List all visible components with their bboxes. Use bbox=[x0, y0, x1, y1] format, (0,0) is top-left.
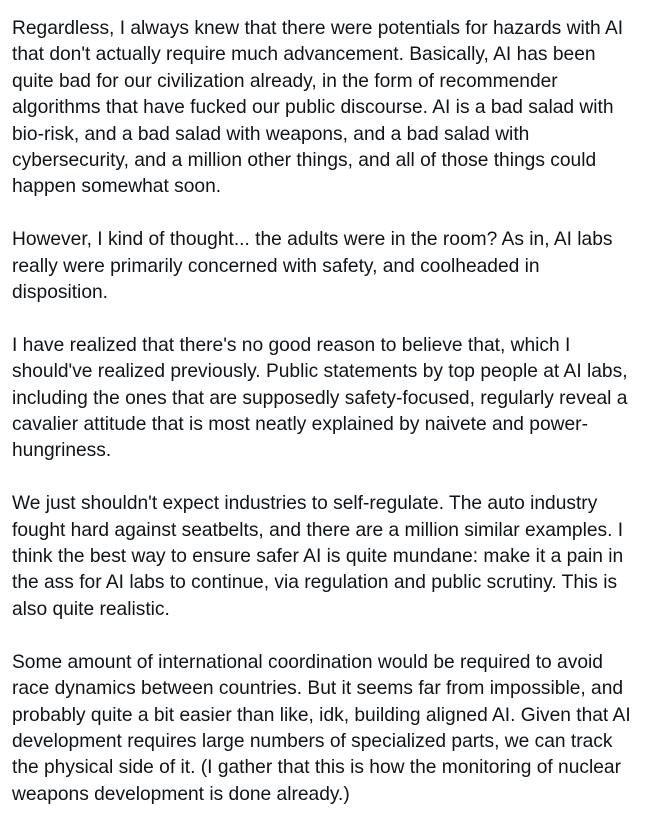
post-paragraph-1: Regardless, I always knew that there were potentials for hazards with AI that don't actually require much advancement. Basically, AI has been quite bad for our civilization already, in the form of recommender algorithms that have fucked our public discourse. AI is a bad salad with bio-risk, and a bad salad with weapons, and a bad salad with cybersecurity, and a million other things, and all of those things could happen somewhat soon. bbox=[12, 18, 624, 198]
post-paragraph-4: We just shouldn't expect industries to self-regulate. The auto industry fought hard against seatbelts, and there are a million similar examples. I think the best way to ensure safer AI is quite mundane: make it a pain in the ass for AI labs to continue, via regulation and public scrutiny. This is also quite realistic. bbox=[12, 493, 624, 620]
post-paragraph-2: However, I kind of thought... the adults were in the room? As in, AI labs really were primarily concerned with safety, and coolheaded in disposition. bbox=[12, 229, 613, 304]
post-paragraph-5: Some amount of international coordination would be required to avoid race dynamics between countries. But it seems far from impossible, and probably quite a bit easier than like, idk, building aligned AI. Given that AI development requires large numbers of specialized parts, we can track the physical side of it. (I gather that this is how the monitoring of nuclear weapons development is done already.) bbox=[12, 651, 631, 805]
post-paragraph-3: I have realized that there's no good reason to believe that, which I should've realized previously. Public statements by top people at AI labs, including the ones that are supposedly safety-focused, regularly reveal a cavalier attitude that is most neatly explained by naivete and power-hungriness. bbox=[12, 334, 628, 462]
